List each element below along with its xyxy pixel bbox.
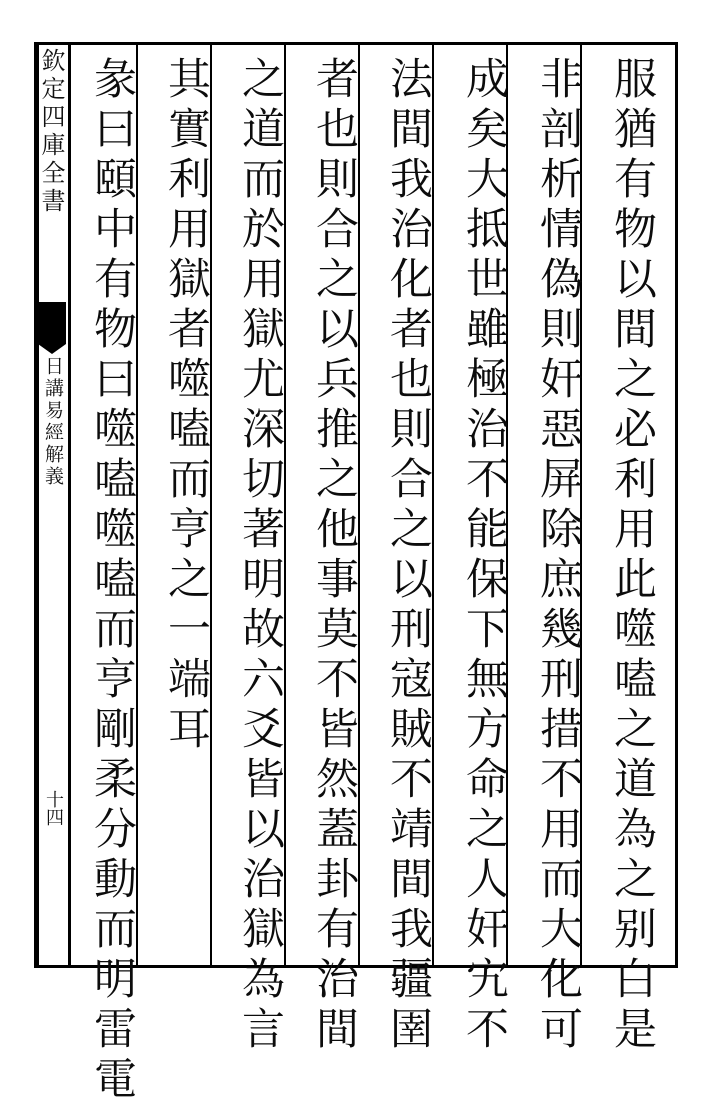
fishtail-mark-icon <box>38 302 66 344</box>
book-title: 日講易經解義 <box>42 356 64 488</box>
page-number: 十四 <box>43 790 64 826</box>
text-column-4: 法間我治化者也則合之以刑寇賊不靖間我疆圉 <box>383 56 433 1056</box>
text-column-8: 彖曰頤中有物曰噬嗑噬嗑而亨剛柔分動而明雷電 <box>87 56 137 1106</box>
text-column-5: 者也則合之以兵推之他事莫不皆然蓋卦有治間 <box>309 56 359 1056</box>
text-column-6: 之道而於用獄尤深切著明故六爻皆以治獄為言 <box>235 56 285 1056</box>
margin-separator <box>68 42 71 968</box>
text-column-7: 其實利用獄者噬嗑而亨之一端耳 <box>161 56 211 756</box>
text-column-3: 成矣大抵世雖極治不能保下無方命之人奸宄不 <box>459 56 509 1056</box>
collection-title: 欽定四庫全書 <box>37 48 65 216</box>
text-column-2: 非剖析情偽則奸惡屏除庶幾刑措不用而大化可 <box>533 56 583 1056</box>
text-column-1: 服猶有物以間之必利用此噬嗑之道為之别白是 <box>607 56 657 1056</box>
